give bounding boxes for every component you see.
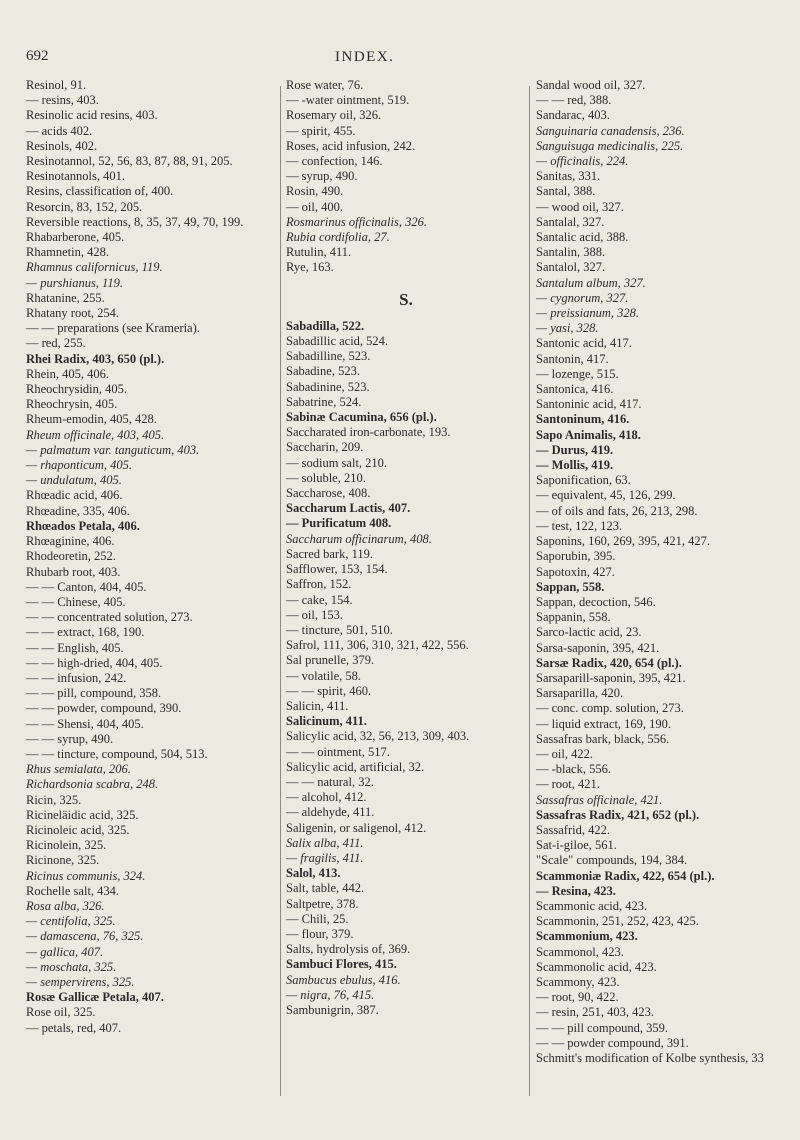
index-entry: — conc. comp. solution, 273. bbox=[536, 701, 684, 716]
index-entry: Scammonic acid, 423. bbox=[536, 898, 648, 913]
index-entry: Sassafras bark, black, 556. bbox=[536, 731, 670, 746]
index-entry: — cygnorum, 327. bbox=[536, 290, 629, 305]
index-entry: Sandal wood oil, 327. bbox=[536, 78, 646, 92]
index-entry: — alcohol, 412. bbox=[286, 790, 367, 805]
index-entry: — oil, 400. bbox=[286, 199, 343, 214]
index-entry: Ricinoleic acid, 325. bbox=[26, 822, 130, 837]
index-entry: — resins, 403. bbox=[26, 93, 99, 108]
index-entry: Sappan, 558. bbox=[536, 579, 605, 594]
index-entry: — gallica, 407. bbox=[26, 944, 104, 959]
index-entry: — — high-dried, 404, 405. bbox=[26, 655, 163, 670]
index-entry: Saponins, 160, 269, 395, 421, 427. bbox=[536, 534, 710, 549]
index-entry: — officinalis, 224. bbox=[536, 154, 629, 169]
index-entry: Rhamnetin, 428. bbox=[26, 245, 109, 260]
index-entry: — spirit, 455. bbox=[286, 123, 356, 138]
index-entry: Safflower, 153, 154. bbox=[286, 562, 388, 577]
index-entry: Rheum-emodin, 405, 428. bbox=[26, 412, 157, 427]
index-entry: Salicinum, 411. bbox=[286, 714, 367, 729]
index-entry: — — concentrated solution, 273. bbox=[26, 610, 193, 625]
index-entry: Saccharin, 209. bbox=[286, 440, 364, 455]
index-entry: Rheochrysidin, 405. bbox=[26, 382, 128, 397]
index-entry: Rosin, 490. bbox=[286, 184, 344, 199]
index-entry: Sarsaparill-saponin, 395, 421. bbox=[536, 670, 686, 685]
index-entry: — — powder, compound, 390. bbox=[26, 701, 182, 716]
index-entry: Scammonium, 423. bbox=[536, 929, 638, 944]
index-entry: "Scale" compounds, 194, 384. bbox=[536, 853, 688, 868]
index-entry: — aldehyde, 411. bbox=[286, 805, 375, 820]
index-entry: Sabadine, 523. bbox=[286, 364, 360, 379]
index-entry: — Resina, 423. bbox=[536, 883, 616, 898]
index-entry: Saligenin, or saligenol, 412. bbox=[286, 820, 427, 835]
index-entry: — cake, 154. bbox=[286, 592, 353, 607]
index-entry: — wood oil, 327. bbox=[536, 199, 624, 214]
section-heading: S. bbox=[399, 289, 413, 309]
index-column-1 bbox=[26, 78, 276, 1036]
index-entry: Reversible reactions, 8, 35, 37, 49, 70, 199. bbox=[26, 214, 244, 229]
index-entry: Rochelle salt, 434. bbox=[26, 883, 120, 898]
index-entry: Saporubin, 395. bbox=[536, 549, 616, 564]
index-entry: Salol, 413. bbox=[286, 866, 341, 881]
index-entry: Resins, classification of, 400. bbox=[26, 184, 174, 199]
index-entry: Ricinone, 325. bbox=[26, 853, 100, 868]
index-entry: — oil, 422. bbox=[536, 746, 593, 761]
index-entry: Santoninic acid, 417. bbox=[536, 397, 642, 412]
index-entry: Salicylic acid, artificial, 32. bbox=[286, 759, 425, 774]
index-entry: Sambuci Flores, 415. bbox=[286, 957, 397, 972]
index-entry: Santalic acid, 388. bbox=[536, 230, 629, 245]
index-entry: Sanguisuga medicinalis, 225. bbox=[536, 138, 684, 153]
page-number: 692 bbox=[26, 48, 49, 64]
index-entry: Rhœaginine, 406. bbox=[26, 534, 115, 549]
index-entry: Sambunigrin, 387. bbox=[286, 1002, 379, 1017]
index-entry: — syrup, 490. bbox=[286, 169, 358, 184]
index-entry: Scammonolic acid, 423. bbox=[536, 959, 657, 974]
index-entry: — oil, 153. bbox=[286, 607, 343, 622]
index-entry: — — red, 388. bbox=[536, 93, 612, 108]
index-entry: Rubia cordifolia, 27. bbox=[286, 230, 390, 245]
index-entry: — flour, 379. bbox=[286, 926, 354, 941]
index-entry: Santalol, 327. bbox=[536, 260, 606, 275]
index-entry: Santonin, 417. bbox=[536, 351, 609, 366]
index-entry: — sempervirens, 325. bbox=[26, 974, 135, 989]
index-entry: — resin, 251, 403, 423. bbox=[536, 1005, 655, 1020]
index-entry: Resinolic acid resins, 403. bbox=[26, 108, 158, 123]
index-entry: — Durus, 419. bbox=[536, 442, 614, 457]
index-entry: Richardsonia scabra, 248. bbox=[26, 777, 159, 792]
index-entry: — — pill compound, 359. bbox=[536, 1020, 668, 1035]
index-entry: — — tincture, compound, 504, 513. bbox=[26, 746, 208, 761]
index-entry: Rose oil, 325. bbox=[26, 1005, 96, 1020]
index-entry: — volatile, 58. bbox=[286, 668, 361, 683]
index-entry: — — natural, 32. bbox=[286, 774, 374, 789]
index-entry: Saccharose, 408. bbox=[286, 486, 371, 501]
index-entry: Resinotannols, 401. bbox=[26, 169, 125, 184]
index-entry: — moschata, 325. bbox=[26, 959, 117, 974]
index-entry: Rhœados Petala, 406. bbox=[26, 518, 140, 533]
index-entry: Saltpetre, 378. bbox=[286, 896, 359, 911]
index-entry: — -water ointment, 519. bbox=[286, 93, 410, 108]
index-entry: — of oils and fats, 26, 213, 298. bbox=[536, 503, 698, 518]
index-entry: Santal, 388. bbox=[536, 184, 596, 199]
index-entry: Rye, 163. bbox=[286, 260, 334, 275]
index-entry: Scammoniæ Radix, 422, 654 (pl.). bbox=[536, 868, 715, 883]
index-entry: Schmitt's modification of Kolbe synthesis, 33 bbox=[536, 1051, 764, 1065]
index-entry: Rhubarb root, 403. bbox=[26, 564, 121, 579]
index-entry: Rhœadic acid, 406. bbox=[26, 488, 123, 503]
index-entry: Rosa alba, 326. bbox=[26, 898, 105, 913]
index-entry: — — pill, compound, 358. bbox=[26, 686, 162, 701]
index-entry: Santalum album, 327. bbox=[536, 275, 646, 290]
index-entry: Santoninum, 416. bbox=[536, 412, 630, 427]
index-entry: Sarsaparilla, 420. bbox=[536, 686, 624, 701]
index-entry: — root, 90, 422. bbox=[536, 990, 619, 1005]
index-entry: Rhœadine, 335, 406. bbox=[26, 503, 130, 518]
index-entry: Sapotoxin, 427. bbox=[536, 564, 615, 579]
index-entry: Ricinus communis, 324. bbox=[26, 868, 146, 883]
index-entry: Rhei Radix, 403, 650 (pl.). bbox=[26, 351, 165, 366]
index-entry: Rosmarinus officinalis, 326. bbox=[286, 214, 427, 229]
index-entry: Sabatrine, 524. bbox=[286, 394, 362, 409]
index-entry: Santonica, 416. bbox=[536, 382, 614, 397]
index-entry: — — preparations (see Krameria). bbox=[26, 321, 200, 336]
index-entry: Resinols, 402. bbox=[26, 138, 98, 153]
index-entry: Salix alba, 411. bbox=[286, 835, 364, 850]
index-entry: — yasi, 328. bbox=[536, 321, 599, 336]
index-entry: Sappan, decoction, 546. bbox=[536, 594, 656, 609]
index-entry: Sassafras officinale, 421. bbox=[536, 792, 663, 807]
index-entry: — — ointment, 517. bbox=[286, 744, 390, 759]
index-entry: Salt, table, 442. bbox=[286, 881, 365, 896]
index-entry: Saccharum Lactis, 407. bbox=[286, 501, 411, 516]
index-entry: — confection, 146. bbox=[286, 154, 383, 169]
index-entry: Santalal, 327. bbox=[536, 214, 605, 229]
index-entry: Rhamnus californicus, 119. bbox=[26, 260, 163, 275]
index-entry: — test, 122, 123. bbox=[536, 518, 623, 533]
index-entry: — root, 421. bbox=[536, 777, 600, 792]
index-entry: Rhein, 405, 406. bbox=[26, 366, 109, 381]
index-entry: Rose water, 76. bbox=[286, 78, 364, 92]
index-entry: — red, 255. bbox=[26, 336, 86, 351]
index-entry: — soluble, 210. bbox=[286, 470, 366, 485]
index-entry: Ricineläidic acid, 325. bbox=[26, 807, 139, 822]
index-entry: — acids 402. bbox=[26, 123, 93, 138]
index-entry: Sabadilla, 522. bbox=[286, 318, 365, 333]
index-entry: — liquid extract, 169, 190. bbox=[536, 716, 672, 731]
index-entry: Rhatany root, 254. bbox=[26, 306, 120, 321]
index-entry: Rheum officinale, 403, 405. bbox=[26, 427, 165, 442]
index-entry: Rhatanine, 255. bbox=[26, 290, 105, 305]
index-entry: — fragilis, 411. bbox=[286, 850, 364, 865]
index-entry: Sarsa-saponin, 395, 421. bbox=[536, 640, 660, 655]
index-entry: Salicylic acid, 32, 56, 213, 309, 403. bbox=[286, 729, 470, 744]
index-entry: Rhodeoretin, 252. bbox=[26, 549, 116, 564]
index-entry: — — Chinese, 405. bbox=[26, 594, 126, 609]
index-entry: — nigra, 76, 415. bbox=[286, 987, 375, 1002]
index-entry: — Chili, 25. bbox=[286, 911, 349, 926]
index-entry: — equivalent, 45, 126, 299. bbox=[536, 488, 676, 503]
index-entry: — — Canton, 404, 405. bbox=[26, 579, 147, 594]
index-entry: Sarco-lactic acid, 23. bbox=[536, 625, 642, 640]
index-entry: Saccharated iron-carbonate, 193. bbox=[286, 425, 451, 440]
index-entry: Resorcin, 83, 152, 205. bbox=[26, 199, 143, 214]
index-entry: — preissianum, 328. bbox=[536, 306, 640, 321]
index-entry: Sabadillic acid, 524. bbox=[286, 334, 389, 349]
index-entry: — rhaponticum, 405. bbox=[26, 458, 133, 473]
index-entry: Safrol, 111, 306, 310, 321, 422, 556. bbox=[286, 638, 469, 653]
column-divider bbox=[280, 86, 281, 1096]
index-entry: Sabadinine, 523. bbox=[286, 379, 370, 394]
index-entry: Sabadilline, 523. bbox=[286, 349, 371, 364]
index-entry: — undulatum, 405. bbox=[26, 473, 122, 488]
index-column-3 bbox=[536, 78, 790, 1066]
index-entry: — damascena, 76, 325. bbox=[26, 929, 144, 944]
index-entry: Scammonin, 251, 252, 423, 425. bbox=[536, 914, 699, 929]
index-entry: Sal prunelle, 379. bbox=[286, 653, 375, 668]
index-entry: Sanguinaria canadensis, 236. bbox=[536, 123, 685, 138]
index-entry: — palmatum var. tanguticum, 403. bbox=[26, 442, 200, 457]
index-entry: Sarsæ Radix, 420, 654 (pl.). bbox=[536, 655, 682, 670]
index-entry: Scammony, 423. bbox=[536, 974, 620, 989]
index-entry: Saponification, 63. bbox=[536, 473, 631, 488]
index-entry: Sappanin, 558. bbox=[536, 610, 611, 625]
index-entry: — — spirit, 460. bbox=[286, 683, 372, 698]
index-entry: Sassafrid, 422. bbox=[536, 822, 610, 837]
index-entry: — lozenge, 515. bbox=[536, 366, 619, 381]
index-entry: — tincture, 501, 510. bbox=[286, 622, 393, 637]
index-entry: Saccharum officinarum, 408. bbox=[286, 531, 432, 546]
index-entry: Salts, hydrolysis of, 369. bbox=[286, 942, 411, 957]
index-entry: Ricinolein, 325. bbox=[26, 838, 107, 853]
index-entry: Resinol, 91. bbox=[26, 78, 87, 92]
column-divider bbox=[529, 86, 530, 1096]
index-entry: — sodium salt, 210. bbox=[286, 455, 388, 470]
index-entry: — — English, 405. bbox=[26, 640, 124, 655]
index-entry: Sabinæ Cacumina, 656 (pl.). bbox=[286, 410, 437, 425]
index-entry: — -black, 556. bbox=[536, 762, 611, 777]
index-entry: — — extract, 168, 190. bbox=[26, 625, 145, 640]
index-entry: Sat-i-giloe, 561. bbox=[536, 838, 617, 853]
index-entry: — — infusion, 242. bbox=[26, 670, 127, 685]
index-entry: Sanitas, 331. bbox=[536, 169, 601, 184]
index-entry: Ricin, 325. bbox=[26, 792, 82, 807]
index-entry: Roses, acid infusion, 242. bbox=[286, 138, 416, 153]
index-entry: Rhus semialata, 206. bbox=[26, 762, 131, 777]
index-entry: — petals, red, 407. bbox=[26, 1020, 122, 1035]
index-entry: Rosemary oil, 326. bbox=[286, 108, 382, 123]
index-entry: Sassafras Radix, 421, 652 (pl.). bbox=[536, 807, 700, 822]
index-entry: — — syrup, 490. bbox=[26, 731, 114, 746]
index-entry: Saffron, 152. bbox=[286, 577, 352, 592]
index-entry: Sandarac, 403. bbox=[536, 108, 610, 123]
index-entry: Rheochrysin, 405. bbox=[26, 397, 118, 412]
index-entry: Rutulin, 411. bbox=[286, 245, 352, 260]
index-entry: Sapo Animalis, 418. bbox=[536, 427, 641, 442]
index-entry: — Mollis, 419. bbox=[536, 458, 614, 473]
index-entry: — purshianus, 119. bbox=[26, 275, 124, 290]
index-entry: Resinotannol, 52, 56, 83, 87, 88, 91, 205. bbox=[26, 154, 233, 169]
index-entry: — centifolia, 325. bbox=[26, 914, 116, 929]
index-entry: Santonic acid, 417. bbox=[536, 336, 632, 351]
index-entry: Salicin, 411. bbox=[286, 698, 349, 713]
index-entry: Sambucus ebulus, 416. bbox=[286, 972, 401, 987]
index-entry: — Purificatum 408. bbox=[286, 516, 392, 531]
index-entry: Sacred bark, 119. bbox=[286, 546, 374, 561]
index-entry: — — Shensi, 404, 405. bbox=[26, 716, 144, 731]
index-entry: — — powder compound, 391. bbox=[536, 1035, 689, 1050]
index-entry: Santalin, 388. bbox=[536, 245, 606, 260]
page-title: INDEX. bbox=[335, 49, 395, 65]
index-entry: Rosæ Gallicæ Petala, 407. bbox=[26, 990, 164, 1005]
index-column-2 bbox=[286, 78, 526, 1018]
index-entry: Rhabarberone, 405. bbox=[26, 230, 125, 245]
index-entry: Scammonol, 423. bbox=[536, 944, 624, 959]
